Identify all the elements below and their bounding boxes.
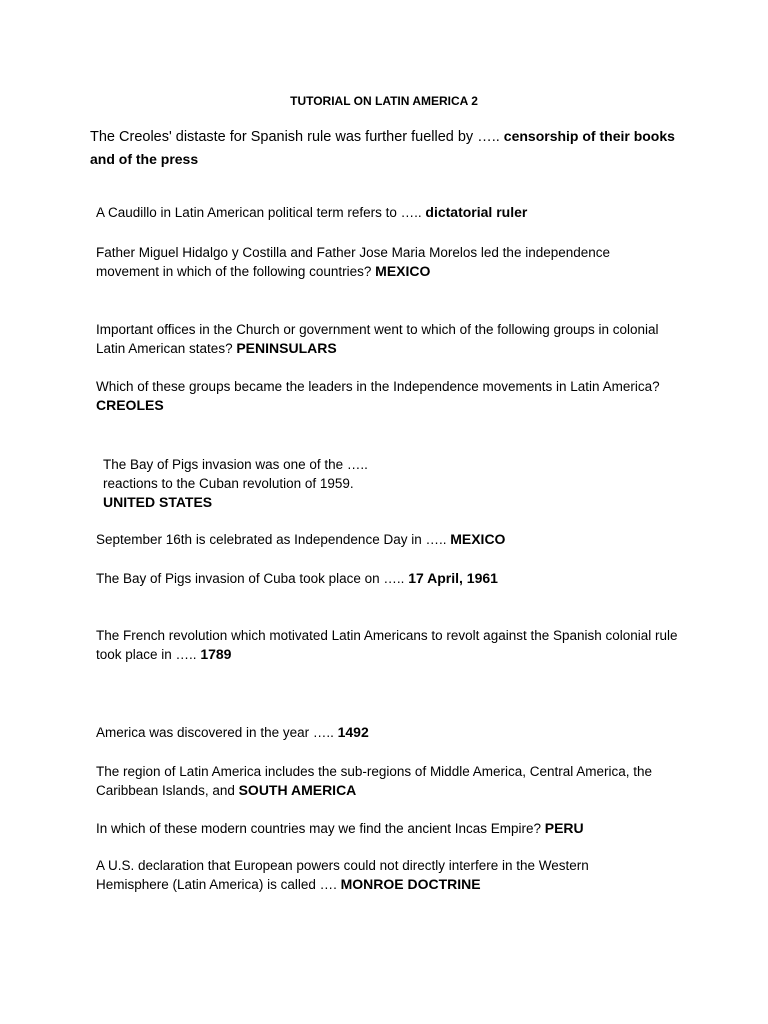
question-text: Important offices in the Church or government went to which of the following groups in colonial Latin American states? <box>96 322 659 356</box>
answer-text: dictatorial ruler <box>425 204 528 220</box>
question-8 <box>96 569 696 588</box>
answer-text: MEXICO <box>450 531 506 547</box>
question-text: The Creoles' distaste for Spanish rule was further fuelled by ….. <box>90 129 504 145</box>
answer-text: censorship of their books and of the press <box>90 128 675 167</box>
question-text: A U.S. declaration that European powers could not directly interfere in the Western Hemisphere (Latin America) is called …. <box>96 858 589 892</box>
answer-text: UNITED STATES <box>103 494 213 510</box>
question-12 <box>96 819 696 838</box>
question-4 <box>96 320 676 358</box>
question-1 <box>90 125 680 171</box>
question-text-line-2: reactions to the Cuban revolution of 1959. <box>103 476 354 491</box>
answer-text: PERU <box>544 820 584 836</box>
question-text-line-1: The Bay of Pigs invasion was one of the ….. <box>103 457 368 472</box>
question-text: The Bay of Pigs invasion of Cuba took place on ….. <box>96 571 409 586</box>
question-5 <box>96 377 676 415</box>
answer-text: SOUTH AMERICA <box>238 782 357 798</box>
question-10 <box>96 723 696 742</box>
question-text: In which of these modern countries may we find the ancient Incas Empire? <box>96 821 545 836</box>
question-3 <box>96 243 676 281</box>
answer-text: CREOLES <box>96 397 164 413</box>
question-9 <box>96 626 696 664</box>
question-7 <box>96 530 696 549</box>
question-text: September 16th is celebrated as Independence Day in ….. <box>96 532 451 547</box>
question-text: A Caudillo in Latin American political term refers to ….. <box>96 205 426 220</box>
answer-text: 17 April, 1961 <box>408 570 498 586</box>
page-title: TUTORIAL ON LATIN AMERICA 2 <box>290 94 478 108</box>
question-11 <box>96 762 696 800</box>
question-text: America was discovered in the year ….. <box>96 725 338 740</box>
answer-text: 1789 <box>200 646 232 662</box>
question-text: The French revolution which motivated Latin Americans to revolt against the Spanish colonial rule took place in ….. <box>96 628 678 662</box>
question-text: Father Miguel Hidalgo y Costilla and Father Jose Maria Morelos led the independence movement in which of the following countries? <box>96 245 611 279</box>
question-text: Which of these groups became the leaders in the Independence movements in Latin America? <box>96 379 660 394</box>
answer-text: MEXICO <box>375 263 431 279</box>
question-2 <box>96 203 686 222</box>
question-6 <box>103 455 503 512</box>
question-text: The region of Latin America includes the sub-regions of Middle America, Central America, the Caribbean Islands, and <box>96 764 653 798</box>
answer-text: MONROE DOCTRINE <box>340 876 481 892</box>
answer-text: 1492 <box>337 724 369 740</box>
answer-text: PENINSULARS <box>236 340 337 356</box>
question-13 <box>96 856 636 894</box>
